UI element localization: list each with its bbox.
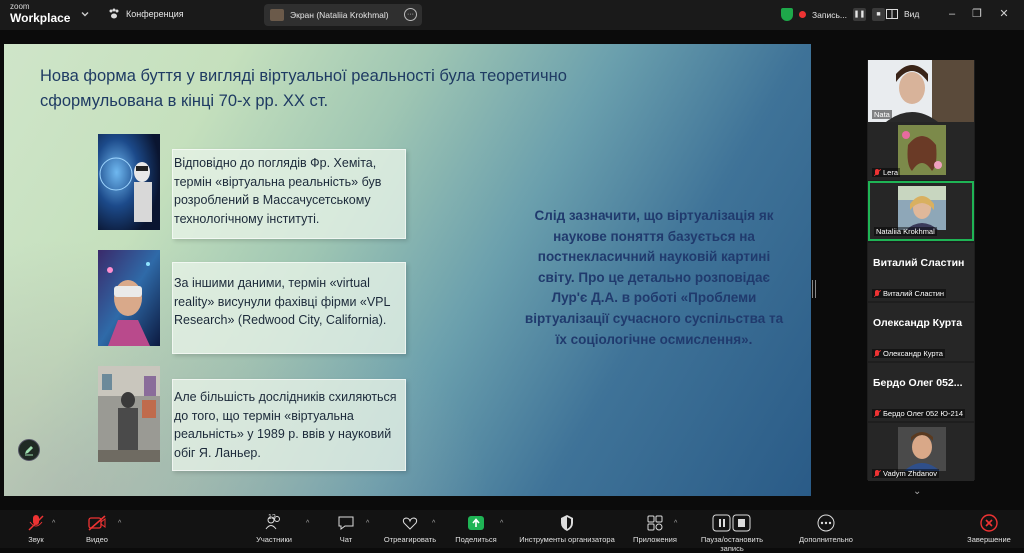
end-call-icon — [964, 514, 1014, 532]
participant-name: Lera — [872, 168, 900, 177]
participant-tile-active[interactable] — [868, 181, 974, 241]
video-button[interactable]: Видео — [82, 514, 112, 544]
view-label: Вид — [904, 9, 920, 19]
meeting-info[interactable] — [108, 8, 184, 20]
stop-recording-button[interactable]: ■ — [872, 8, 885, 21]
heart-icon — [380, 514, 440, 532]
participant-display-name: Бердо Олег 052... — [873, 377, 963, 389]
vr-image — [98, 134, 160, 230]
meeting-label: Конференция — [126, 9, 184, 19]
grid-view-icon — [886, 9, 898, 19]
video-options-caret[interactable]: ^ — [118, 520, 122, 527]
participant-name: Бердо Олег 052 Ю-214 — [872, 409, 965, 418]
recording-dot-icon — [799, 11, 806, 18]
restore-icon[interactable]: ❐ — [972, 8, 982, 20]
record-controls-icon — [690, 514, 774, 532]
top-bar — [0, 0, 1024, 30]
participant-tile[interactable] — [868, 60, 974, 122]
participant-name: Олександр Курта — [872, 349, 945, 358]
chat-button[interactable]: Чат — [334, 514, 358, 544]
react-button[interactable]: Отреагировать — [380, 514, 440, 544]
pause-recording-button[interactable]: ❚❚ — [853, 8, 866, 21]
mic-muted-icon — [874, 470, 880, 478]
card-1-text: Відповідно до поглядів Фр. Хеміта, термін «віртуальна реальність» був розроблений в Массачусетському технологічному інституті. — [174, 156, 382, 226]
participants-count: 12 — [268, 514, 276, 521]
logo-line2: Workplace — [10, 11, 71, 25]
mic-muted-icon — [874, 290, 880, 298]
paw-icon — [108, 8, 120, 20]
recording-status — [781, 8, 885, 21]
mic-muted-icon — [874, 169, 880, 177]
end-meeting-button[interactable]: Завершение — [964, 514, 1014, 544]
apps-icon — [630, 514, 680, 532]
shared-screen — [4, 44, 811, 496]
zoom-logo — [10, 3, 70, 24]
participant-tile[interactable] — [868, 423, 974, 481]
card-3-text: Але більшість дослідників схиляються до того, що термін «віртуальна реальність» у 1989 р. ввів у науковий обіг Я. Ланьер. — [174, 390, 397, 460]
share-button[interactable]: Поделиться — [452, 514, 500, 544]
participant-name: Виталий Сластин — [872, 289, 946, 298]
apps-options-caret[interactable]: ^ — [674, 520, 678, 527]
audio-options-caret[interactable]: ^ — [52, 520, 56, 527]
more-icon — [795, 514, 857, 532]
slide-right-text: Слід зазначити, що віртуалізація як наукове поняття базується на постнекласичний науковій картині світу. Про це детально розповідає Лур'є Д.А. в роботі «Проблеми віртуалізації сучасного суспільства та їх соціологічне осмислення». — [524, 208, 784, 347]
participant-tile[interactable] — [868, 303, 974, 361]
react-options-caret[interactable]: ^ — [432, 520, 436, 527]
participant-video — [898, 186, 946, 230]
close-icon[interactable]: ✕ — [999, 8, 1009, 20]
chat-options-caret[interactable]: ^ — [366, 520, 370, 527]
record-label: Запись... — [812, 9, 847, 20]
apps-button[interactable]: Приложения — [630, 514, 680, 544]
mic-muted-icon — [22, 514, 50, 532]
chat-icon — [334, 514, 358, 532]
pause-stop-record-button[interactable]: Пауза/остановить запись — [690, 514, 774, 553]
pen-icon — [23, 444, 35, 456]
mic-muted-icon — [874, 350, 880, 358]
audio-button[interactable]: Звук — [22, 514, 50, 544]
minimize-icon[interactable]: – — [948, 8, 956, 20]
video-off-icon — [82, 514, 112, 532]
participant-display-name: Виталий Сластин — [873, 257, 965, 269]
participant-display-name: Олександр Курта — [873, 317, 963, 329]
participant-tile[interactable] — [868, 363, 974, 421]
participants-button[interactable]: 12 Участники — [252, 514, 296, 544]
screen-share-indicator[interactable] — [264, 4, 422, 26]
participants-options-caret[interactable]: ^ — [306, 520, 310, 527]
more-button[interactable]: Дополнительно — [795, 514, 857, 544]
share-screen-icon — [452, 514, 500, 532]
participant-name: Vadym Zhdanov — [872, 469, 939, 478]
chevron-down-icon[interactable] — [80, 9, 90, 19]
participants-panel — [867, 60, 975, 480]
meeting-toolbar — [0, 510, 1024, 553]
panel-resize-handle[interactable] — [812, 280, 816, 298]
security-shield-icon — [781, 8, 793, 21]
more-options-icon[interactable]: ··· — [404, 8, 417, 21]
slide-title: Нова форма буття у вигляді віртуальної реальності була теоретично сформульована в кінці 70-х рр. ХХ ст. — [40, 67, 567, 110]
participant-name: Nataliia Krokhmal — [876, 227, 935, 236]
share-options-caret[interactable]: ^ — [500, 520, 504, 527]
participant-tile[interactable] — [868, 243, 974, 301]
view-menu[interactable] — [886, 9, 919, 19]
participant-name: Nata — [874, 110, 890, 119]
participant-video — [898, 427, 946, 471]
shield-icon — [514, 514, 620, 532]
vr-headset-image — [98, 250, 160, 346]
participant-tile[interactable] — [868, 122, 974, 180]
annotate-pen-button[interactable] — [18, 439, 40, 461]
scroll-down-chevron-icon[interactable]: ⌄ — [913, 486, 922, 497]
card-2-text: За іншими даними, термін «virtual reality» висунули фахівці фірми «VPL Research» (Redwood City, California). — [174, 276, 391, 327]
mic-muted-icon — [874, 410, 880, 418]
host-tools-button[interactable]: Инструменты организатора — [514, 514, 620, 544]
participants-icon — [252, 514, 296, 532]
participant-video — [898, 125, 946, 175]
presenter-thumbnail — [270, 9, 284, 21]
logo-line1: zoom — [10, 2, 30, 11]
virtual-gallery-image — [98, 366, 160, 462]
share-label: Экран (Nataliia Krokhmal) — [290, 10, 389, 20]
